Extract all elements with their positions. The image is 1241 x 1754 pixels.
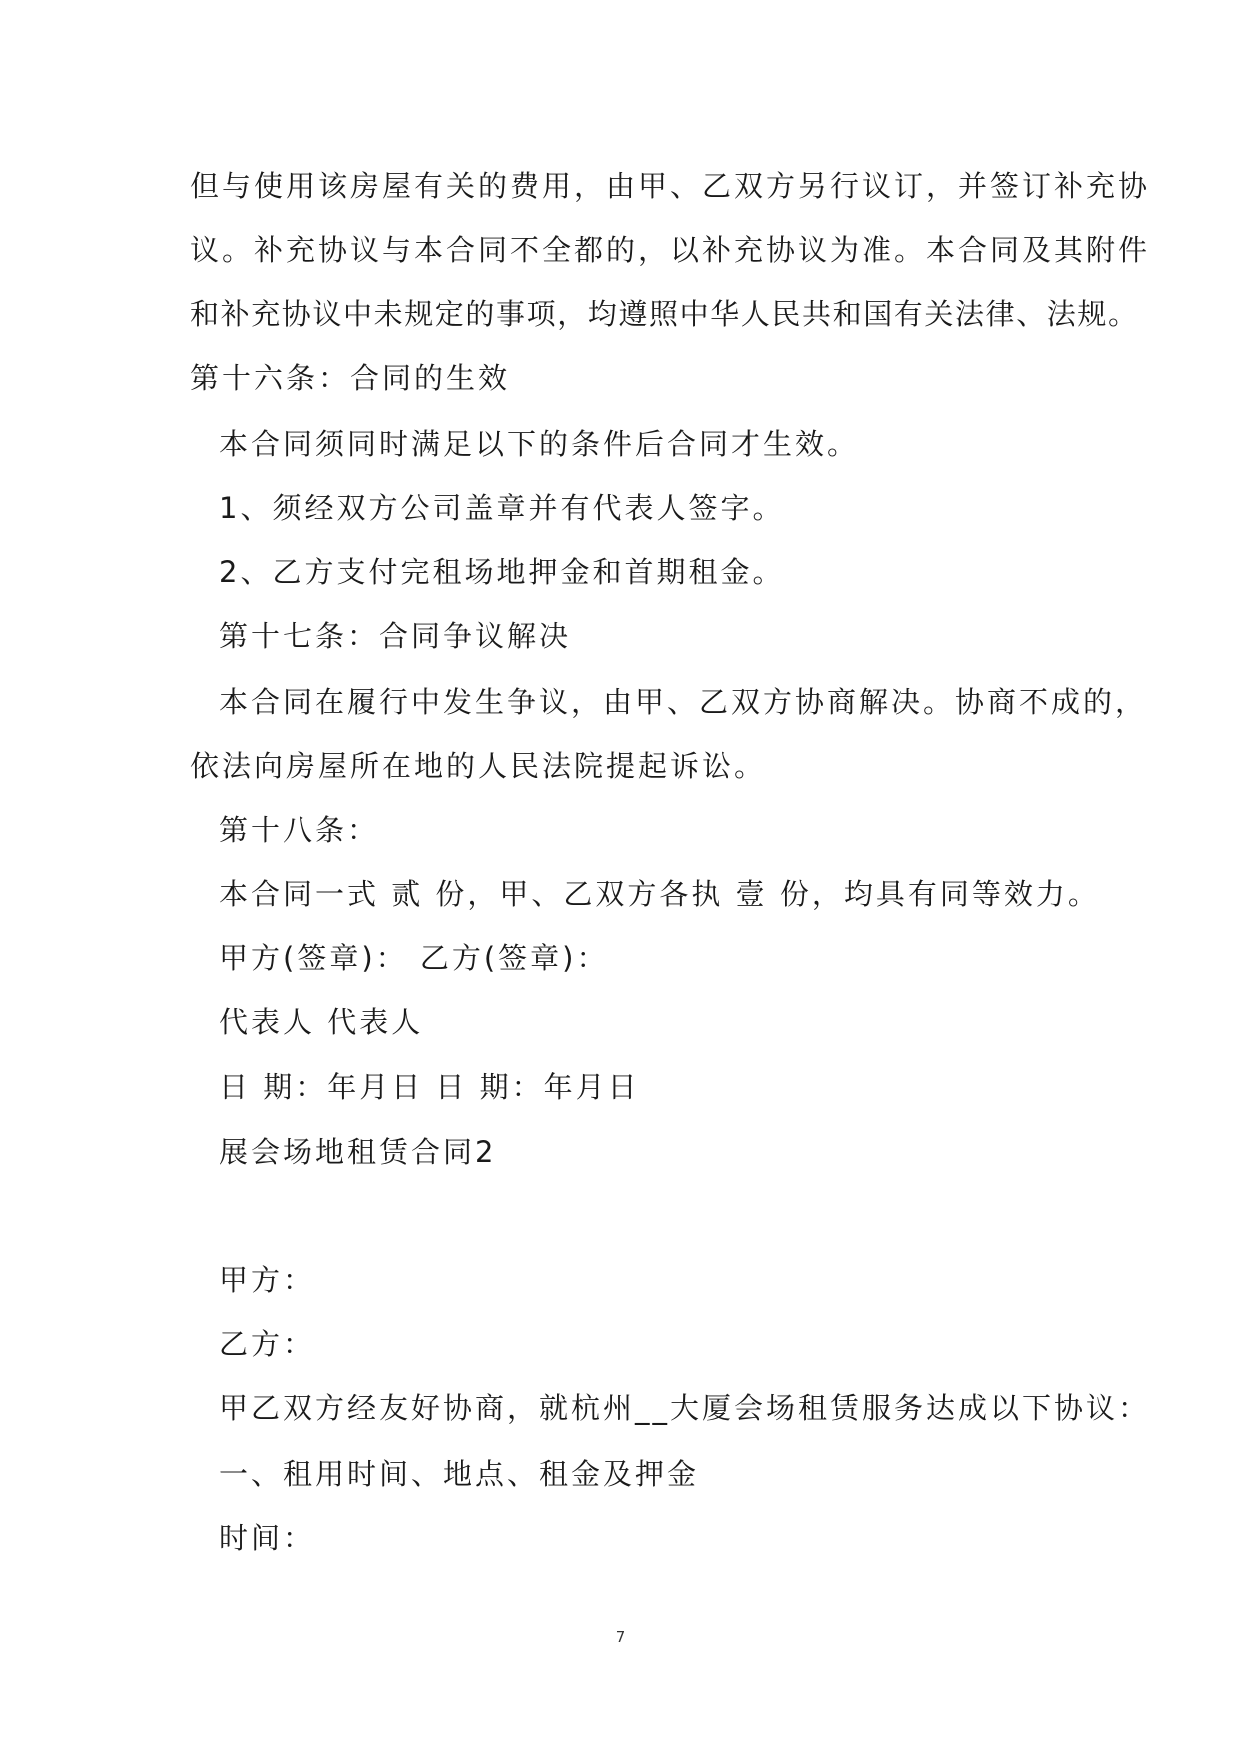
list-item: 2、乙方支付完租场地押金和首期租金。 bbox=[219, 555, 785, 589]
paragraph-line: 议。补充协议与本合同不全都的，以补充协议为准。本合同及其附件 bbox=[190, 233, 1151, 267]
paragraph-line: 甲乙双方经友好协商，就杭州__大厦会场租赁服务达成以下协议： bbox=[219, 1391, 1151, 1425]
section-heading: 一、租用时间、地点、租金及押金 bbox=[219, 1457, 700, 1491]
paragraph-line: 时间： bbox=[219, 1521, 316, 1555]
date-line: 日 期：年月日 日 期：年月日 bbox=[219, 1070, 640, 1104]
document-title: 展会场地租赁合同2 bbox=[219, 1135, 497, 1169]
paragraph-line: 本合同一式 贰 份，甲、乙双方各执 壹 份，均具有同等效力。 bbox=[219, 877, 1100, 911]
section-heading: 第十八条： bbox=[219, 813, 380, 847]
party-b-line: 乙方： bbox=[219, 1327, 316, 1361]
section-heading: 第十六条：合同的生效 bbox=[190, 361, 511, 395]
paragraph-line: 本合同在履行中发生争议，由甲、乙双方协商解决。协商不成的， bbox=[219, 685, 1148, 719]
section-heading: 第十七条：合同争议解决 bbox=[219, 619, 572, 653]
page-number: 7 bbox=[615, 1628, 626, 1646]
paragraph-line: 依法向房屋所在地的人民法院提起诉讼。 bbox=[190, 749, 767, 783]
paragraph-line: 但与使用该房屋有关的费用，由甲、乙双方另行议订，并签订补充协 bbox=[190, 169, 1151, 203]
paragraph-line: 和补充协议中未规定的事项，均遵照中华人民共和国有关法律、法规。 bbox=[190, 297, 1139, 331]
signature-line: 甲方(签章)： 乙方(签章)： bbox=[219, 941, 609, 975]
list-item: 1、须经双方公司盖章并有代表人签字。 bbox=[219, 491, 785, 525]
party-a-line: 甲方： bbox=[219, 1263, 316, 1297]
representative-line: 代表人 代表人 bbox=[219, 1005, 424, 1039]
paragraph-line: 本合同须同时满足以下的条件后合同才生效。 bbox=[219, 427, 860, 461]
